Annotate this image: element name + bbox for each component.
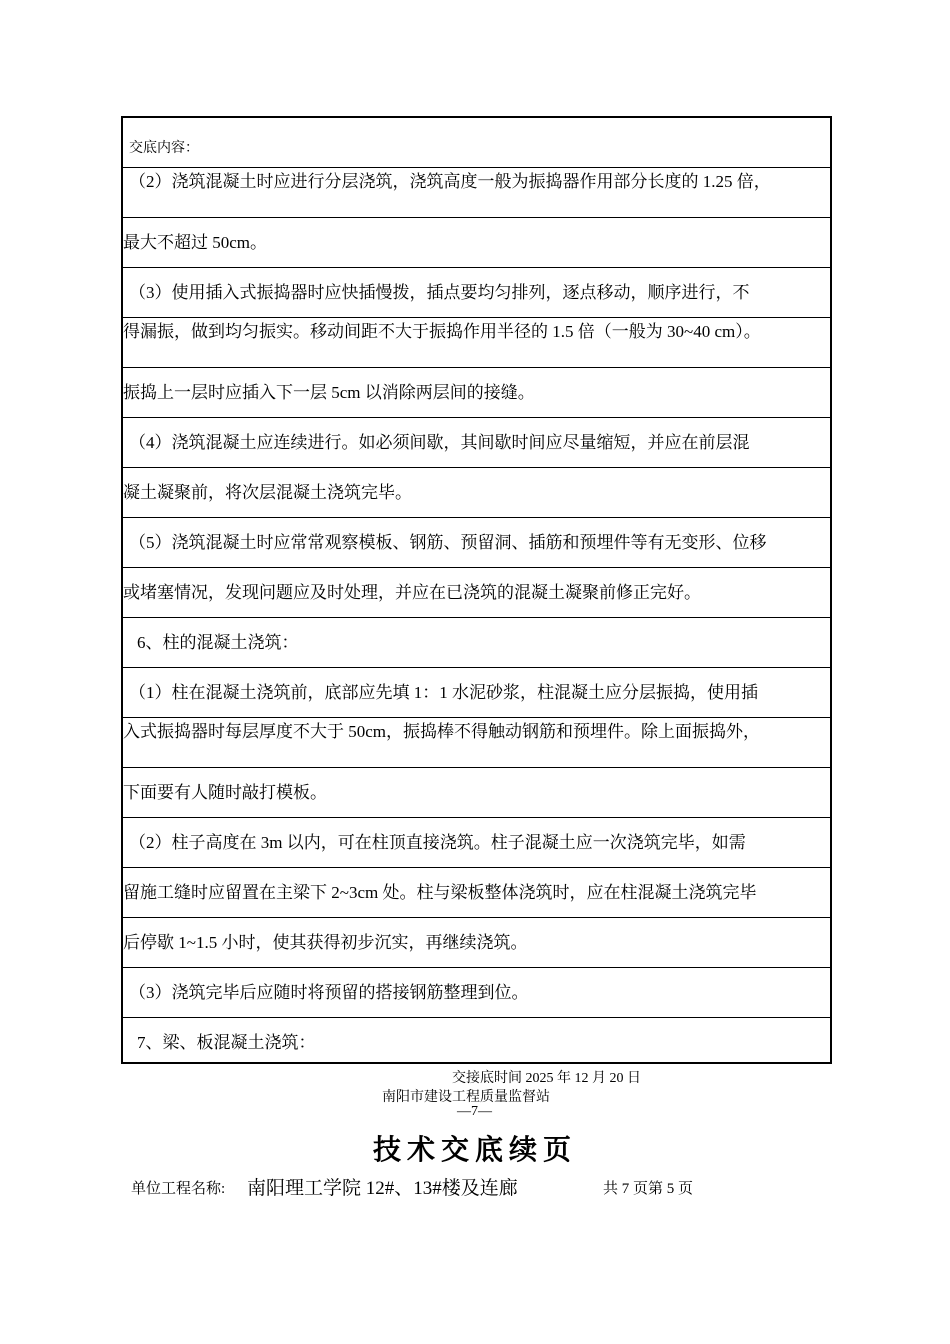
page-title: 技术交底续页	[372, 1135, 577, 1166]
table-row	[123, 668, 830, 718]
table-row	[123, 218, 830, 268]
table-row	[123, 1018, 830, 1064]
row-text: 入式振捣器时每层厚度不大于 50cm，振捣棒不得触动钢筋和预埋件。除上面振捣外，	[123, 722, 761, 741]
table-row	[123, 318, 830, 368]
table-row	[123, 368, 830, 418]
row-text: 7、梁、板混凝土浇筑：	[137, 1033, 316, 1052]
row-text: （3）使用插入式振捣器时应快插慢拨，插点要均匀排列，逐点移动，顺序进行，不	[129, 283, 750, 302]
row-text: （1）柱在混凝土浇筑前，底部应先填 1：1 水泥砂浆，柱混凝土应分层振捣，使用插	[129, 683, 758, 702]
row-text: 凝土凝聚前，将次层混凝土浇筑完毕。	[123, 483, 412, 502]
table-row	[123, 518, 830, 568]
row-text: 振捣上一层时应插入下一层 5cm 以消除两层间的接缝。	[123, 383, 535, 402]
row-text: 得漏振，做到均匀振实。移动间距不大于振捣作用半径的 1.5 倍（一般为 30~40 cm）。	[123, 322, 761, 341]
row-text: （4）浇筑混凝土应连续进行。如必须间歇，其间歇时间应尽量缩短，并应在前层混	[129, 433, 750, 452]
row-text: 留施工缝时应留置在主梁下 2~3cm 处。柱与梁板整体浇筑时，应在柱混凝土浇筑完毕	[123, 883, 757, 902]
handover-table	[121, 116, 832, 1064]
table-row	[123, 768, 830, 818]
row-text: 6、柱的混凝土浇筑：	[137, 633, 299, 652]
project-name: 南阳理工学院 12#、13#楼及连廊	[247, 1178, 518, 1199]
row-text: （2）柱子高度在 3m 以内，可在柱顶直接浇筑。柱子混凝土应一次浇筑完毕，如需	[129, 833, 746, 852]
row-text: 或堵塞情况，发现问题应及时处理，并应在已浇筑的混凝土凝聚前修正完好。	[123, 583, 701, 602]
table-row	[123, 268, 830, 318]
row-text: 最大不超过 50cm。	[123, 233, 268, 252]
table-row	[123, 418, 830, 468]
row-text: （2）浇筑混凝土时应进行分层浇筑，浇筑高度一般为振捣器作用部分长度的 1.25 倍，	[129, 172, 771, 191]
table-row	[123, 618, 830, 668]
page-number: —7—	[457, 1104, 492, 1119]
table-row	[123, 468, 830, 518]
table-row	[123, 718, 830, 768]
project-label: 单位工程名称:	[131, 1181, 226, 1197]
handover-time: 交接底时间 2025 年 12 月 20 日	[452, 1071, 641, 1086]
organization-name: 南阳市建设工程质量监督站	[382, 1090, 550, 1105]
table-row	[123, 568, 830, 618]
table-row	[123, 968, 830, 1018]
content-label: 交底内容：	[129, 141, 199, 156]
table-row	[123, 918, 830, 968]
row-text: （5）浇筑混凝土时应常常观察模板、钢筋、预留洞、插筋和预埋件等有无变形、位移	[129, 533, 767, 552]
row-text: 后停歇 1~1.5 小时，使其获得初步沉实，再继续浇筑。	[123, 933, 528, 952]
table-row	[123, 818, 830, 868]
row-text: 下面要有人随时敲打模板。	[123, 783, 327, 802]
row-text: （3）浇筑完毕后应随时将预留的搭接钢筋整理到位。	[129, 983, 529, 1002]
page-count: 共 7 页第 5 页	[603, 1181, 694, 1197]
table-header-row	[123, 118, 830, 168]
table-row	[123, 868, 830, 918]
table-row	[123, 168, 830, 218]
